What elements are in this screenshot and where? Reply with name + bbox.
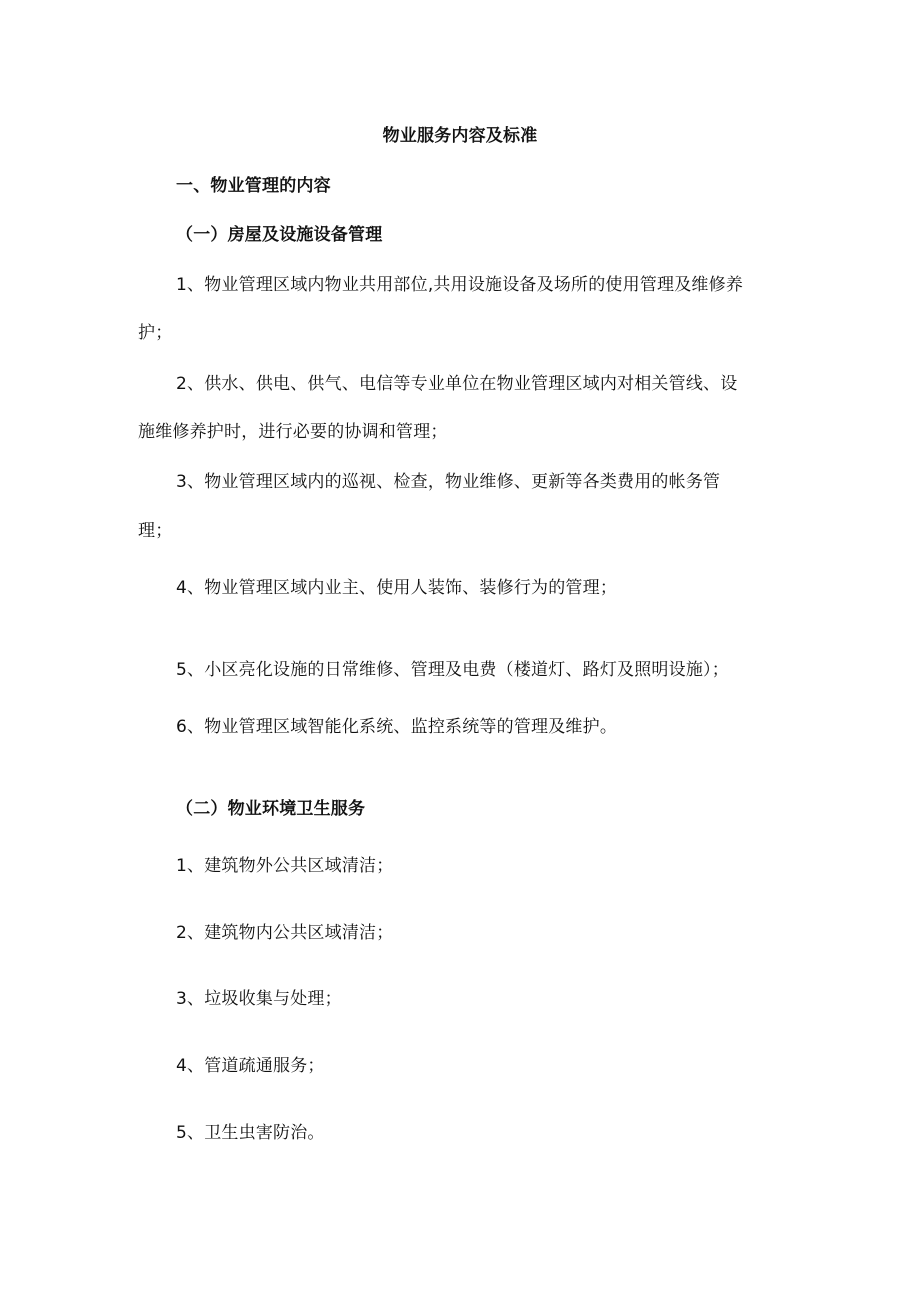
section-heading: 一、物业管理的内容 [176, 176, 331, 196]
list-item: 5、卫生虫害防治。 [176, 1123, 325, 1143]
list-item-continuation: 护； [138, 323, 173, 343]
list-item: 5、小区亮化设施的日常维修、管理及电费（楼道灯、路灯及照明设施）； [176, 660, 729, 680]
list-item: 1、物业管理区域内物业共用部位,共用设施设备及场所的使用管理及维修养 [176, 275, 744, 295]
list-item: 1、建筑物外公共区域清洁； [176, 856, 394, 876]
list-item: 2、供水、供电、供气、电信等专业单位在物业管理区域内对相关管线、设 [176, 374, 738, 394]
subsection-heading-1: （一）房屋及设施设备管理 [176, 225, 383, 245]
list-item: 3、物业管理区域内的巡视、检查，物业维修、更新等各类费用的帐务管 [176, 472, 721, 492]
list-item: 2、建筑物内公共区域清洁； [176, 923, 394, 943]
list-item: 3、垃圾收集与处理； [176, 989, 342, 1009]
document-title: 物业服务内容及标准 [382, 126, 538, 146]
list-item: 6、物业管理区域智能化系统、监控系统等的管理及维护。 [176, 717, 618, 737]
list-item-continuation: 施维修养护时，进行必要的协调和管理； [138, 422, 448, 442]
list-item: 4、管道疏通服务； [176, 1056, 325, 1076]
list-item: 4、物业管理区域内业主、使用人装饰、装修行为的管理； [176, 578, 618, 598]
subsection-heading-2: （二）物业环境卫生服务 [176, 799, 366, 819]
list-item-continuation: 理； [138, 521, 173, 541]
